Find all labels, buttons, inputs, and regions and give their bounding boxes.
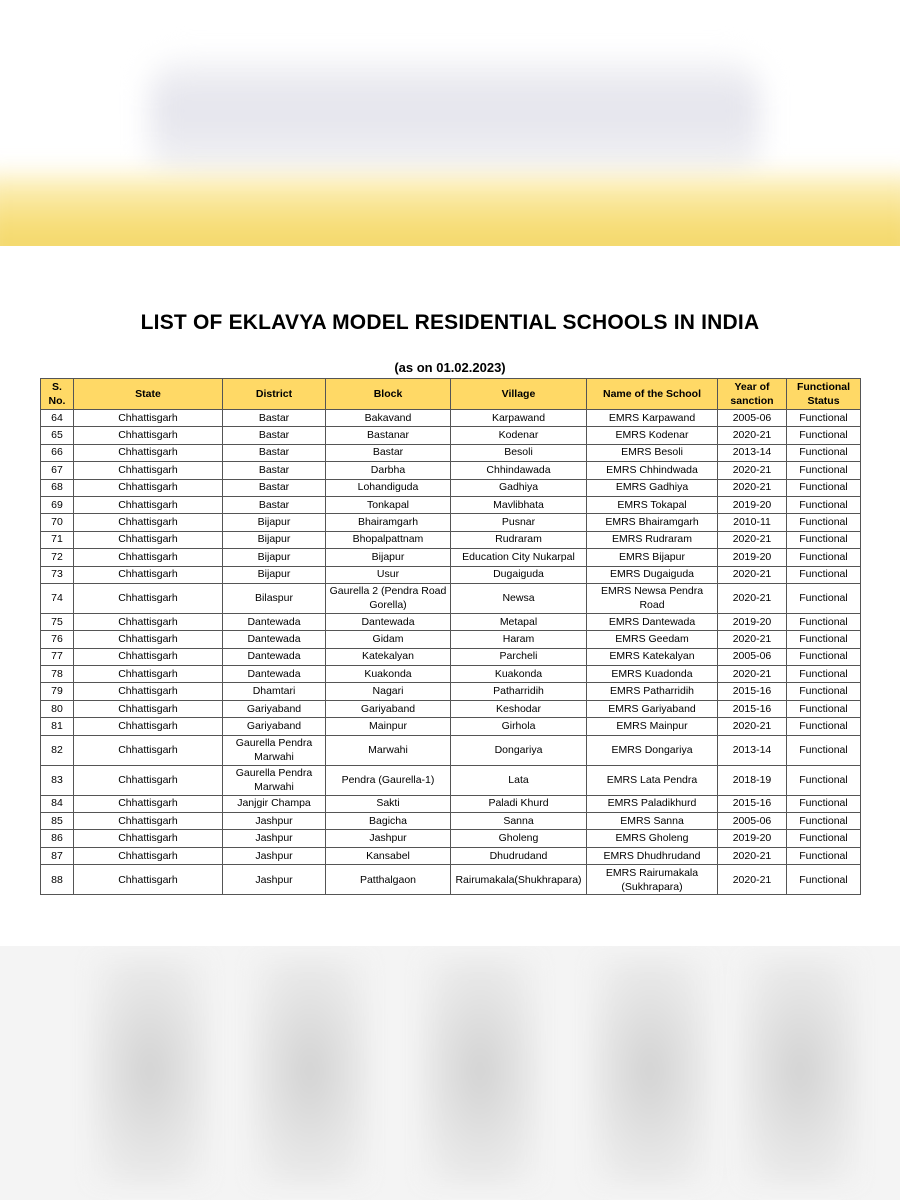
cell-block: Lohandiguda bbox=[326, 479, 451, 496]
cell-block: Bakavand bbox=[326, 410, 451, 427]
cell-school-name: EMRS Dugaiguda bbox=[587, 566, 718, 583]
cell-state: Chhattisgarh bbox=[74, 410, 223, 427]
cell-year: 2015-16 bbox=[718, 700, 787, 717]
cell-village: Haram bbox=[451, 631, 587, 648]
cell-district: Bastar bbox=[223, 427, 326, 444]
cell-status: Functional bbox=[787, 410, 861, 427]
table-row bbox=[41, 683, 861, 700]
cell-state: Chhattisgarh bbox=[74, 462, 223, 479]
cell-village: Patharridih bbox=[451, 683, 587, 700]
cell-school-name: EMRS Dhudhrudand bbox=[587, 847, 718, 864]
table-header-row bbox=[41, 379, 861, 410]
cell-status: Functional bbox=[787, 865, 861, 895]
cell-district: Bastar bbox=[223, 410, 326, 427]
cell-status: Functional bbox=[787, 479, 861, 496]
cell-block: Bhopalpattnam bbox=[326, 531, 451, 548]
cell-state: Chhattisgarh bbox=[74, 765, 223, 795]
table-row bbox=[41, 613, 861, 630]
cell-year: 2020-21 bbox=[718, 427, 787, 444]
cell-school-name: EMRS Rudraram bbox=[587, 531, 718, 548]
table-row bbox=[41, 427, 861, 444]
cell-status: Functional bbox=[787, 847, 861, 864]
cell-district: Gariyaband bbox=[223, 718, 326, 735]
cell-status: Functional bbox=[787, 583, 861, 613]
cell-village: Keshodar bbox=[451, 700, 587, 717]
cell-block: Gariyaband bbox=[326, 700, 451, 717]
cell-status: Functional bbox=[787, 813, 861, 830]
table-row bbox=[41, 765, 861, 795]
cell-state: Chhattisgarh bbox=[74, 444, 223, 461]
table-row bbox=[41, 462, 861, 479]
cell-status: Functional bbox=[787, 462, 861, 479]
cell-s-no: 84 bbox=[41, 795, 74, 812]
cell-status: Functional bbox=[787, 444, 861, 461]
cell-block: Jashpur bbox=[326, 830, 451, 847]
cell-s-no: 80 bbox=[41, 700, 74, 717]
cell-status: Functional bbox=[787, 683, 861, 700]
cell-village: Newsa bbox=[451, 583, 587, 613]
cell-village: Chhindawada bbox=[451, 462, 587, 479]
cell-status: Functional bbox=[787, 631, 861, 648]
cell-school-name: EMRS Dantewada bbox=[587, 613, 718, 630]
cell-year: 2015-16 bbox=[718, 795, 787, 812]
cell-s-no: 65 bbox=[41, 427, 74, 444]
cell-village: Mavlibhata bbox=[451, 496, 587, 513]
cell-status: Functional bbox=[787, 613, 861, 630]
cell-year: 2019-20 bbox=[718, 549, 787, 566]
cell-state: Chhattisgarh bbox=[74, 847, 223, 864]
cell-status: Functional bbox=[787, 765, 861, 795]
cell-year: 2020-21 bbox=[718, 666, 787, 683]
table-row bbox=[41, 514, 861, 531]
cell-year: 2020-21 bbox=[718, 583, 787, 613]
cell-status: Functional bbox=[787, 566, 861, 583]
table-row bbox=[41, 444, 861, 461]
cell-state: Chhattisgarh bbox=[74, 666, 223, 683]
table-row bbox=[41, 700, 861, 717]
cell-s-no: 86 bbox=[41, 830, 74, 847]
cell-state: Chhattisgarh bbox=[74, 718, 223, 735]
cell-s-no: 73 bbox=[41, 566, 74, 583]
cell-year: 2018-19 bbox=[718, 765, 787, 795]
cell-s-no: 88 bbox=[41, 865, 74, 895]
cell-school-name: EMRS Newsa Pendra Road bbox=[587, 583, 718, 613]
cell-state: Chhattisgarh bbox=[74, 549, 223, 566]
table-row bbox=[41, 496, 861, 513]
cell-status: Functional bbox=[787, 700, 861, 717]
cell-block: Kansabel bbox=[326, 847, 451, 864]
page-title: LIST OF EKLAVYA MODEL RESIDENTIAL SCHOOLS IN INDIA bbox=[140, 311, 760, 334]
cell-state: Chhattisgarh bbox=[74, 613, 223, 630]
cell-village: Gholeng bbox=[451, 830, 587, 847]
cell-village: Education City Nukarpal bbox=[451, 549, 587, 566]
cell-status: Functional bbox=[787, 795, 861, 812]
cell-year: 2005-06 bbox=[718, 813, 787, 830]
table-row bbox=[41, 865, 861, 895]
cell-village: Girhola bbox=[451, 718, 587, 735]
cell-school-name: EMRS Sanna bbox=[587, 813, 718, 830]
cell-district: Bijapur bbox=[223, 514, 326, 531]
cell-school-name: EMRS Chhindwada bbox=[587, 462, 718, 479]
cell-year: 2020-21 bbox=[718, 566, 787, 583]
cell-district: Gariyaband bbox=[223, 700, 326, 717]
cell-state: Chhattisgarh bbox=[74, 648, 223, 665]
cell-district: Gaurella Pendra Marwahi bbox=[223, 735, 326, 765]
cell-block: Gaurella 2 (Pendra Road Gorella) bbox=[326, 583, 451, 613]
cell-year: 2020-21 bbox=[718, 865, 787, 895]
cell-year: 2005-06 bbox=[718, 410, 787, 427]
header-district: District bbox=[223, 379, 326, 410]
cell-district: Dantewada bbox=[223, 631, 326, 648]
cell-s-no: 77 bbox=[41, 648, 74, 665]
cell-school-name: EMRS Gholeng bbox=[587, 830, 718, 847]
cell-block: Bagicha bbox=[326, 813, 451, 830]
cell-school-name: EMRS Geedam bbox=[587, 631, 718, 648]
cell-block: Bastanar bbox=[326, 427, 451, 444]
cell-block: Kuakonda bbox=[326, 666, 451, 683]
cell-district: Jashpur bbox=[223, 865, 326, 895]
table-row bbox=[41, 549, 861, 566]
cell-district: Bastar bbox=[223, 444, 326, 461]
cell-s-no: 70 bbox=[41, 514, 74, 531]
cell-district: Bastar bbox=[223, 462, 326, 479]
cell-status: Functional bbox=[787, 735, 861, 765]
cell-block: Sakti bbox=[326, 795, 451, 812]
cell-status: Functional bbox=[787, 648, 861, 665]
cell-village: Sanna bbox=[451, 813, 587, 830]
table-row bbox=[41, 735, 861, 765]
blurred-header-region bbox=[0, 0, 900, 252]
cell-school-name: EMRS Patharridih bbox=[587, 683, 718, 700]
table-row bbox=[41, 830, 861, 847]
cell-school-name: EMRS Karpawand bbox=[587, 410, 718, 427]
cell-s-no: 78 bbox=[41, 666, 74, 683]
cell-village: Metapal bbox=[451, 613, 587, 630]
cell-year: 2019-20 bbox=[718, 830, 787, 847]
cell-year: 2020-21 bbox=[718, 847, 787, 864]
schools-table bbox=[40, 378, 861, 895]
cell-district: Bijapur bbox=[223, 566, 326, 583]
cell-status: Functional bbox=[787, 718, 861, 735]
table-row bbox=[41, 795, 861, 812]
cell-s-no: 85 bbox=[41, 813, 74, 830]
cell-school-name: EMRS Besoli bbox=[587, 444, 718, 461]
cell-status: Functional bbox=[787, 666, 861, 683]
cell-block: Bijapur bbox=[326, 549, 451, 566]
header-block: Block bbox=[326, 379, 451, 410]
cell-village: Dongariya bbox=[451, 735, 587, 765]
cell-village: Rairumakala(Shukhrapara) bbox=[451, 865, 587, 895]
cell-status: Functional bbox=[787, 531, 861, 548]
cell-village: Paladi Khurd bbox=[451, 795, 587, 812]
cell-state: Chhattisgarh bbox=[74, 865, 223, 895]
cell-village: Gadhiya bbox=[451, 479, 587, 496]
as-on-date: (as on 01.02.2023) bbox=[394, 360, 506, 375]
cell-status: Functional bbox=[787, 830, 861, 847]
cell-state: Chhattisgarh bbox=[74, 566, 223, 583]
cell-school-name: EMRS Lata Pendra bbox=[587, 765, 718, 795]
cell-block: Bhairamgarh bbox=[326, 514, 451, 531]
cell-village: Dugaiguda bbox=[451, 566, 587, 583]
cell-block: Mainpur bbox=[326, 718, 451, 735]
cell-state: Chhattisgarh bbox=[74, 583, 223, 613]
cell-s-no: 71 bbox=[41, 531, 74, 548]
header-year-of-sanction: Year of sanction bbox=[718, 379, 787, 410]
cell-state: Chhattisgarh bbox=[74, 631, 223, 648]
cell-year: 2019-20 bbox=[718, 613, 787, 630]
cell-village: Kuakonda bbox=[451, 666, 587, 683]
cell-state: Chhattisgarh bbox=[74, 700, 223, 717]
cell-s-no: 74 bbox=[41, 583, 74, 613]
cell-block: Patthalgaon bbox=[326, 865, 451, 895]
table-row bbox=[41, 648, 861, 665]
cell-s-no: 81 bbox=[41, 718, 74, 735]
cell-district: Jashpur bbox=[223, 830, 326, 847]
cell-s-no: 69 bbox=[41, 496, 74, 513]
table-row bbox=[41, 410, 861, 427]
header-village: Village bbox=[451, 379, 587, 410]
cell-district: Bijapur bbox=[223, 531, 326, 548]
cell-year: 2015-16 bbox=[718, 683, 787, 700]
cell-state: Chhattisgarh bbox=[74, 531, 223, 548]
cell-district: Dantewada bbox=[223, 648, 326, 665]
cell-village: Besoli bbox=[451, 444, 587, 461]
cell-state: Chhattisgarh bbox=[74, 795, 223, 812]
cell-school-name: EMRS Paladikhurd bbox=[587, 795, 718, 812]
cell-school-name: EMRS Tokapal bbox=[587, 496, 718, 513]
cell-school-name: EMRS Mainpur bbox=[587, 718, 718, 735]
cell-village: Karpawand bbox=[451, 410, 587, 427]
cell-block: Nagari bbox=[326, 683, 451, 700]
cell-year: 2020-21 bbox=[718, 479, 787, 496]
cell-s-no: 64 bbox=[41, 410, 74, 427]
cell-village: Rudraram bbox=[451, 531, 587, 548]
cell-village: Dhudrudand bbox=[451, 847, 587, 864]
cell-s-no: 82 bbox=[41, 735, 74, 765]
cell-block: Pendra (Gaurella-1) bbox=[326, 765, 451, 795]
blurred-footer-region bbox=[0, 946, 900, 1200]
cell-s-no: 79 bbox=[41, 683, 74, 700]
cell-state: Chhattisgarh bbox=[74, 514, 223, 531]
header-functional-status: Functional Status bbox=[787, 379, 861, 410]
cell-school-name: EMRS Kuadonda bbox=[587, 666, 718, 683]
table-row bbox=[41, 666, 861, 683]
cell-village: Lata bbox=[451, 765, 587, 795]
cell-s-no: 87 bbox=[41, 847, 74, 864]
cell-district: Jashpur bbox=[223, 847, 326, 864]
cell-block: Katekalyan bbox=[326, 648, 451, 665]
cell-district: Bilaspur bbox=[223, 583, 326, 613]
cell-s-no: 72 bbox=[41, 549, 74, 566]
cell-school-name: EMRS Rairumakala (Sukhrapara) bbox=[587, 865, 718, 895]
cell-district: Gaurella Pendra Marwahi bbox=[223, 765, 326, 795]
cell-s-no: 75 bbox=[41, 613, 74, 630]
cell-year: 2020-21 bbox=[718, 462, 787, 479]
cell-s-no: 76 bbox=[41, 631, 74, 648]
table-row bbox=[41, 531, 861, 548]
cell-school-name: EMRS Kodenar bbox=[587, 427, 718, 444]
cell-school-name: EMRS Gadhiya bbox=[587, 479, 718, 496]
cell-village: Pusnar bbox=[451, 514, 587, 531]
cell-school-name: EMRS Katekalyan bbox=[587, 648, 718, 665]
cell-school-name: EMRS Dongariya bbox=[587, 735, 718, 765]
cell-year: 2020-21 bbox=[718, 531, 787, 548]
cell-district: Bastar bbox=[223, 496, 326, 513]
cell-block: Dantewada bbox=[326, 613, 451, 630]
cell-block: Bastar bbox=[326, 444, 451, 461]
cell-year: 2020-21 bbox=[718, 718, 787, 735]
cell-school-name: EMRS Bhairamgarh bbox=[587, 514, 718, 531]
table-row bbox=[41, 813, 861, 830]
cell-district: Dantewada bbox=[223, 666, 326, 683]
cell-s-no: 83 bbox=[41, 765, 74, 795]
cell-s-no: 68 bbox=[41, 479, 74, 496]
cell-district: Jashpur bbox=[223, 813, 326, 830]
cell-year: 2010-11 bbox=[718, 514, 787, 531]
table-row bbox=[41, 847, 861, 864]
cell-district: Dantewada bbox=[223, 613, 326, 630]
cell-state: Chhattisgarh bbox=[74, 427, 223, 444]
table-row bbox=[41, 718, 861, 735]
cell-block: Marwahi bbox=[326, 735, 451, 765]
table-body bbox=[41, 410, 861, 895]
table-row bbox=[41, 583, 861, 613]
table-row bbox=[41, 566, 861, 583]
cell-year: 2005-06 bbox=[718, 648, 787, 665]
header-state: State bbox=[74, 379, 223, 410]
cell-s-no: 66 bbox=[41, 444, 74, 461]
cell-year: 2020-21 bbox=[718, 631, 787, 648]
cell-district: Bastar bbox=[223, 479, 326, 496]
cell-village: Parcheli bbox=[451, 648, 587, 665]
header-school-name: Name of the School bbox=[587, 379, 718, 410]
cell-village: Kodenar bbox=[451, 427, 587, 444]
cell-school-name: EMRS Bijapur bbox=[587, 549, 718, 566]
cell-district: Janjgir Champa bbox=[223, 795, 326, 812]
cell-state: Chhattisgarh bbox=[74, 813, 223, 830]
cell-status: Functional bbox=[787, 549, 861, 566]
table-row bbox=[41, 479, 861, 496]
cell-year: 2019-20 bbox=[718, 496, 787, 513]
cell-block: Darbha bbox=[326, 462, 451, 479]
cell-state: Chhattisgarh bbox=[74, 830, 223, 847]
cell-block: Usur bbox=[326, 566, 451, 583]
cell-status: Functional bbox=[787, 496, 861, 513]
cell-year: 2013-14 bbox=[718, 444, 787, 461]
cell-school-name: EMRS Gariyaband bbox=[587, 700, 718, 717]
cell-state: Chhattisgarh bbox=[74, 683, 223, 700]
cell-block: Gidam bbox=[326, 631, 451, 648]
cell-s-no: 67 bbox=[41, 462, 74, 479]
cell-state: Chhattisgarh bbox=[74, 479, 223, 496]
cell-state: Chhattisgarh bbox=[74, 496, 223, 513]
cell-district: Bijapur bbox=[223, 549, 326, 566]
cell-district: Dhamtari bbox=[223, 683, 326, 700]
cell-status: Functional bbox=[787, 427, 861, 444]
cell-state: Chhattisgarh bbox=[74, 735, 223, 765]
header-s-no: S. No. bbox=[41, 379, 74, 410]
cell-year: 2013-14 bbox=[718, 735, 787, 765]
table-row bbox=[41, 631, 861, 648]
cell-status: Functional bbox=[787, 514, 861, 531]
cell-block: Tonkapal bbox=[326, 496, 451, 513]
